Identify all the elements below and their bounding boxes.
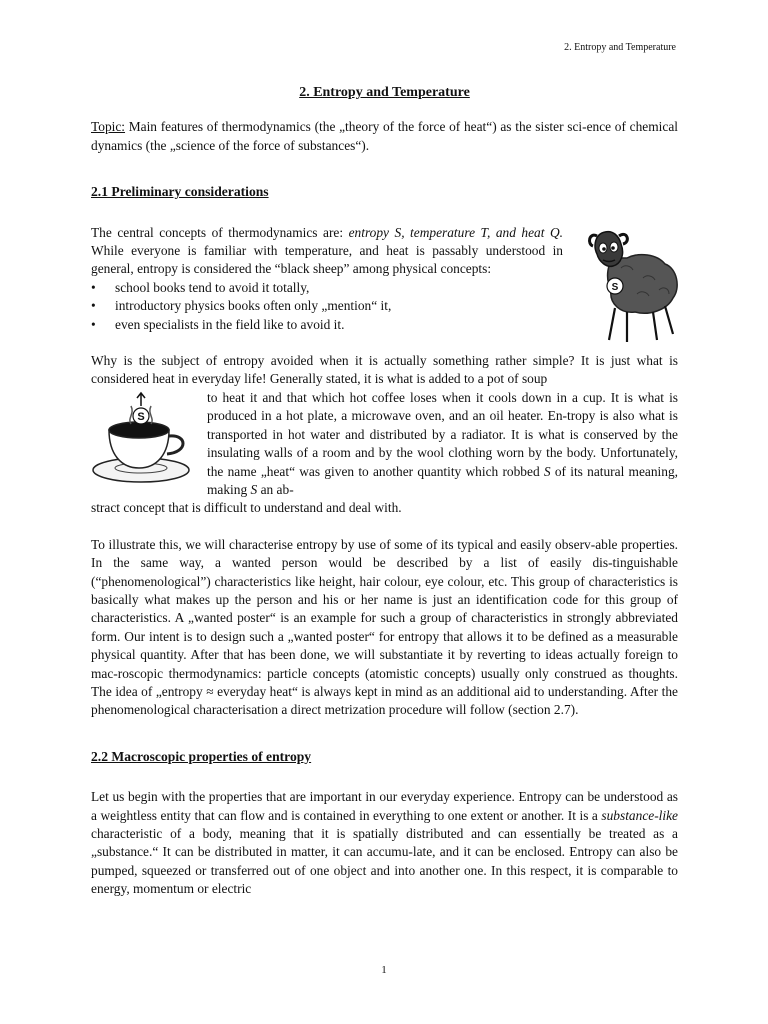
- bullet-list: [91, 279, 563, 334]
- page-content: [91, 84, 678, 899]
- black-sheep-illustration: [587, 228, 681, 348]
- everyday-heat-block: [91, 352, 678, 518]
- sheep-s-label: S: [611, 281, 619, 293]
- cup-s-label: S: [137, 411, 145, 424]
- paragraph-wanted-poster: To illustrate this, we will characterise entropy by use of some of its typical and easily observ-able properties. In the same way, a wanted person would be described by a list of easily dis-tinguishable (“phenomenological”) characteristics like height, hair colour, eye colour, etc. This group of characteristics is basically what makes up the person and his or her name is just an identification code for this group of characteristics. A „wanted poster“ is an example for such a group of characteristics in strongly abbreviated form. Our intent is to design such a „wanted poster“ for entropy that allows it to be defined as a measurable physical quantity. After that has been done, we will substantiate it by reverting to ideas actually foreign to mac-roscopic thermodynamics: particle concepts (atomistic concepts) usually only construed as thoughts. The idea of „entropy ≈ everyday heat“ is always kept in mind as an additional aid to understanding. After the phenomenological characterisation a direct metrization procedure will follow (section 2.7).: [91, 536, 678, 718]
- substance-like-italic: substance-like: [601, 807, 678, 823]
- paragraph-macroscopic-properties: Let us begin with the properties that are important in our everyday experience. Entropy can be understood as a weightless entity that can flow and is contained in everything to one extent or another. It is a substance-like characteristic of a body, meaning that it is spatially distributed and can essentially be treated as a „substance.“ It can be distributed in matter, it can accumu-late, and it can be enclosed. Entropy can also be pumped, squeezed or transferred out of one object and into another one. In this respect, it is comparable to energy, momentum or electric: [91, 789, 678, 897]
- chapter-title: 2. Entropy and Temperature: [299, 85, 470, 100]
- paragraph-entropy-avoided-lead: Why is the subject of entropy avoided when it is actually something rather simple? It is just what is considered heat in everyday life! Generally stated, it is what is added to a pot of soup: [91, 353, 678, 387]
- topic-label: Topic:: [91, 119, 126, 135]
- list-item: • school books tend to avoid it totally,: [91, 279, 563, 297]
- preliminary-block: [91, 224, 678, 334]
- paragraph-central-concepts: The central concepts of thermodynamics are: entropy S, temperature T, and heat Q. While everyone is familiar with temperature, and heat is passably understood in general, entropy is considered the “black sheep” among physical concepts:: [91, 224, 563, 277]
- section-heading-2-1: 2.1 Preliminary considerations: [91, 184, 269, 200]
- section-heading-2-2: 2.2 Macroscopic properties of entropy: [91, 748, 312, 764]
- page-number: 1: [381, 964, 387, 976]
- topic-text: Main features of thermodynamics (the „theory of the force of heat“) as the sister sci-ence of chemical dynamics (the „science of the force of substances“).: [91, 119, 678, 153]
- coffee-cup-illustration: [91, 390, 195, 486]
- list-item: • even specialists in the field like to avoid it.: [91, 316, 563, 334]
- running-header: 2. Entropy and Temperature: [564, 42, 676, 53]
- list-item: • introductory physics books often only „mention“ it,: [91, 297, 563, 315]
- central-concepts-italic: entropy S, temperature T, and heat Q.: [348, 224, 563, 240]
- paragraph-entropy-avoided-wrap: to heat it and that which hot coffee loses when it cools down in a cup. It is what is produced in a hot plate, a microwave oven, and an oil heater. En-tropy is also what is transported in hot water and distributed by a radiator. It is what is conserved by the insulating walls of a room and by the wool clothing worn by the body. Unfortunately, the name „heat“ was given to another quantity which robbed S of its natural meaning, making S an ab-: [207, 389, 678, 497]
- paragraph-entropy-avoided-tail: stract concept that is difficult to understand and deal with.: [91, 500, 402, 516]
- topic-paragraph: [91, 118, 678, 155]
